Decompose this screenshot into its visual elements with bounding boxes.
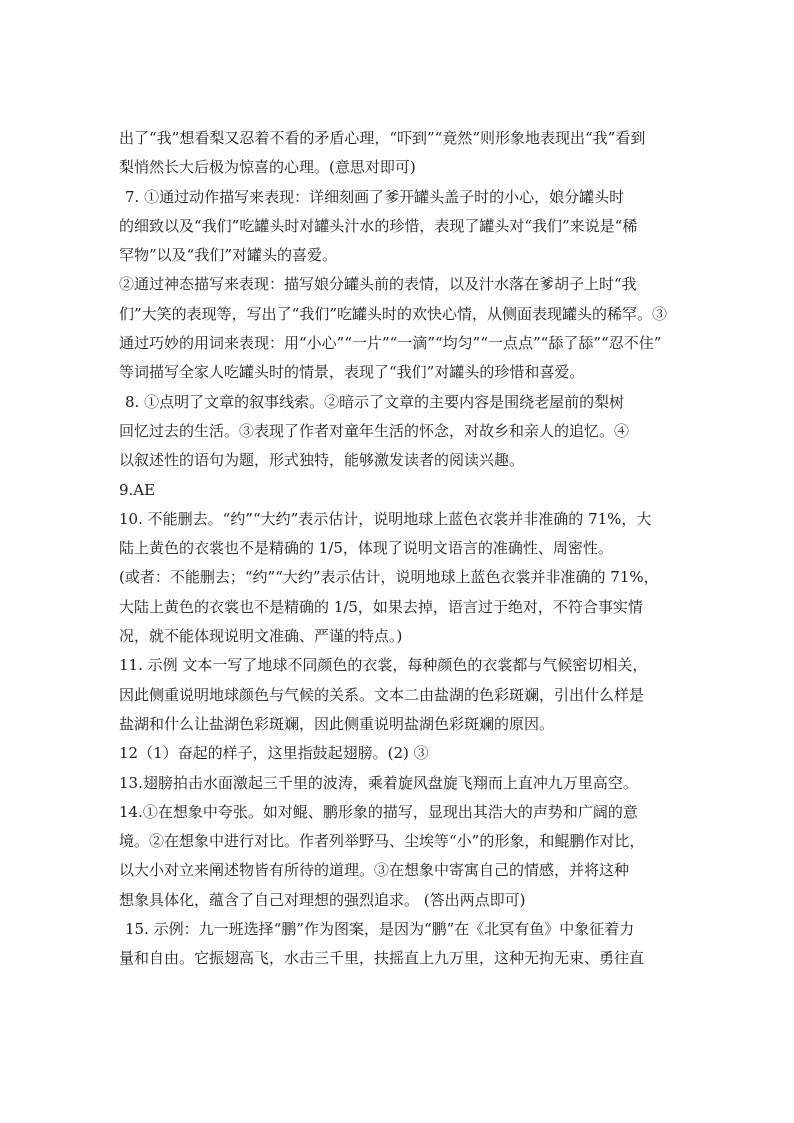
text-line: 想象具体化，蕴含了自己对理想的强烈追求。 (答出两点即可) <box>119 890 526 909</box>
text-line: 以叙述性的语句为题，形式独特，能够激发读者的阅读兴趣。 <box>119 451 525 470</box>
text-line: 15. 示例：九一班选择“鹏”作为图案，是因为“鹏”在《北冥有鱼》中象征着力 <box>125 920 635 939</box>
text-line: 7. ①通过动作描写来表现：详细刻画了爹开罐头盖子时的小心，娘分罐头时 <box>125 187 625 206</box>
text-line: 8. ①点明了文章的叙事线索。②暗示了文章的主要内容是围绕老屋前的梨树 <box>125 392 625 411</box>
text-line: 回忆过去的生活。③表现了作者对童年生活的怀念，对故乡和亲人的追忆。④ <box>119 421 630 440</box>
text-line: 们”大笑的表现等，写出了“我们”吃罐头时的欢快心情，从侧面表现罐头的稀罕。③ <box>119 304 668 323</box>
text-line: 11. 示例 文本一写了地球不同颜色的衣裳，每种颜色的衣裳都与气候密切相关， <box>119 656 648 675</box>
text-line: 梨悄然长大后极为惊喜的心理。(意思对即可) <box>119 158 416 177</box>
text-line: 因此侧重说明地球颜色与气候的关系。文本二由盐湖的色彩斑斓，引出什么样是 <box>119 685 645 704</box>
text-line: 通过巧妙的用词来表现：用“小心”“一片”“一滴”“均匀”“一点点”“舔了舔”“忍不住” <box>119 334 662 353</box>
text-line: 盐湖和什么让盐湖色彩斑斓，因此侧重说明盐湖色彩斑斓的原因。 <box>119 714 555 733</box>
text-line: 13.翅膀拍击水面激起三千里的波涛，乘着旋风盘旋飞翔而上直冲九万里高空。 <box>119 773 638 792</box>
text-line: ②通过神态描写来表现：描写娘分罐头前的表情，以及汁水落在爹胡子上时“我 <box>119 275 637 294</box>
text-line: (或者：不能删去；“约”“大约”表示估计，说明地球上蓝色衣裳并非准确的 71%， <box>119 568 659 587</box>
text-line: 况，就不能体现说明文准确、严谨的特点。) <box>119 627 403 646</box>
text-line: 9.AE <box>119 480 156 499</box>
text-line: 罕物”以及“我们”对罐头的喜爱。 <box>119 246 338 265</box>
text-line: 量和自由。它振翅高飞，水击三千里，扶摇直上九万里，这种无拘无束、勇往直 <box>119 949 645 968</box>
text-line: 以大小对立来阐述物皆有所待的道理。③在想象中寄寓自己的情感，并将这种 <box>119 861 630 880</box>
text-line: 境。②在想象中进行对比。作者列举野马、尘埃等“小”的形象，和鲲鹏作对比， <box>119 832 645 851</box>
text-line: 的细致以及“我们”吃罐头时对罐头汁水的珍惜，表现了罐头对“我们”来说是“稀 <box>119 216 638 235</box>
text-line: 10. 不能删去。“约”“大约”表示估计，说明地球上蓝色衣裳并非准确的 71%，大 <box>119 509 652 528</box>
text-line: 出了“我”想看梨又忍着不看的矛盾心理，“吓到”“竟然”则形象地表现出“我”看到 <box>119 129 646 147</box>
answer-text-block <box>119 124 679 974</box>
text-line: 14.①在想象中夸张。如对鲲、鹏形象的描写，显现出其浩大的声势和广阔的意 <box>119 802 638 821</box>
text-line: 大陆上黄色的衣裳也不是精确的 1/5，如果去掉，语言过于绝对，不符合事实情 <box>119 597 643 616</box>
text-line: 等词描写全家人吃罐头时的情景，表现了“我们”对罐头的珍惜和喜爱。 <box>119 363 585 382</box>
text-line: 陆上黄色的衣裳也不是精确的 1/5，体现了说明文语言的准确性、周密性。 <box>119 539 613 558</box>
text-line: 12（1）奋起的样子，这里指鼓起翅膀。(2) ③ <box>119 744 429 763</box>
